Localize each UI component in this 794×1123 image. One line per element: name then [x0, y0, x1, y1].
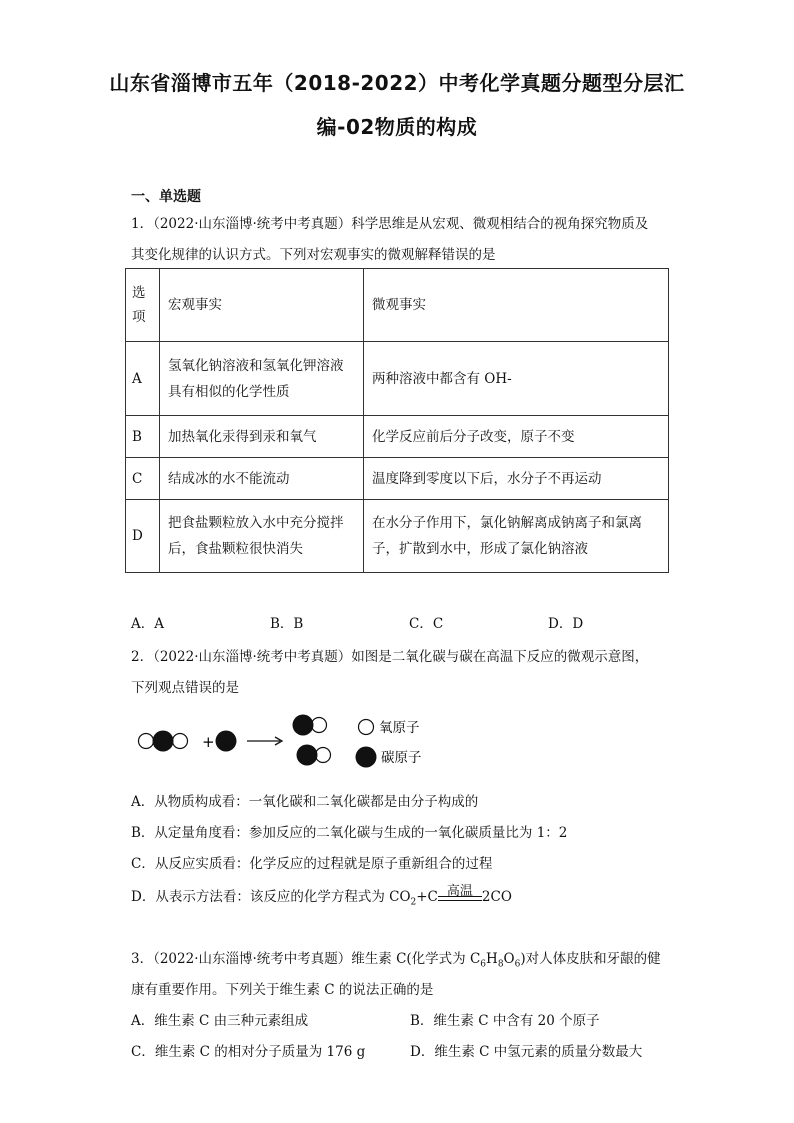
q3-text-a: 3．（2022·山东淄博·统考中考真题）维生素 C(化学式为 C — [131, 951, 481, 967]
q2-option-d[interactable] — [131, 885, 512, 908]
row-micro: 温度降到零度以下后，水分子不再运动 — [364, 458, 669, 500]
q3-option-a[interactable]: A．维生素 C 由三种元素组成 — [131, 1013, 309, 1029]
header-macro: 宏观事实 — [160, 269, 364, 342]
q3-text-c: O — [503, 951, 515, 967]
table-header-row — [126, 269, 669, 342]
row-option: B — [126, 416, 160, 458]
header-option: 选项 — [126, 269, 160, 342]
oxygen-legend-icon — [359, 720, 374, 735]
q3-text-b: H — [486, 951, 498, 967]
plus-sign: + — [202, 733, 215, 751]
carbon-legend-icon — [356, 747, 377, 768]
reaction-diagram — [130, 708, 450, 774]
co-molecule-icon — [293, 715, 327, 736]
q3-sub-2: 8 — [497, 959, 504, 970]
row-macro: 加热氧化汞得到汞和氧气 — [160, 416, 364, 458]
header-micro: 微观事实 — [364, 269, 669, 342]
table-row — [126, 500, 669, 573]
q1-table — [125, 268, 669, 573]
q3-stem-line-2: 康有重要作用。下列关于维生素 C 的说法正确的是 — [131, 982, 434, 998]
document-title-line-1: 山东省淄博市五年（2018-2022）中考化学真题分题型分层汇 — [109, 71, 685, 95]
q1-option-a[interactable]: A．A — [131, 616, 164, 632]
co-molecule-icon — [297, 745, 331, 766]
q2-stem-line-2: 下列观点错误的是 — [131, 680, 239, 696]
table-row — [126, 342, 669, 416]
q1-option-c[interactable]: C．C — [409, 616, 444, 632]
row-macro: 把食盐颗粒放入水中充分搅拌后，食盐颗粒很快消失 — [160, 500, 364, 573]
q2-option-b[interactable]: B．从定量角度看：参加反应的二氧化碳与生成的一氧化碳质量比为 1：2 — [131, 825, 568, 841]
option-d-mid: +C — [416, 889, 438, 905]
table-row — [126, 458, 669, 500]
oxygen-legend-label: 氧原子 — [379, 720, 420, 736]
row-micro: 在水分子作用下，氯化钠解离成钠离子和氯离子，扩散到水中，形成了氯化钠溶液 — [364, 500, 669, 573]
option-d-suffix: 2CO — [481, 889, 512, 905]
option-d-subscript: 2 — [410, 897, 417, 908]
row-option: C — [126, 458, 160, 500]
q3-sub-3: 6 — [514, 959, 521, 970]
q1-stem-line-1: 1．（2022·山东淄博·统考中考真题）科学思维是从宏观、微观相结合的视角探究物质及 — [131, 216, 649, 232]
q1-stem-line-2: 其变化规律的认识方式。下列对宏观事实的微观解释错误的是 — [131, 247, 496, 263]
option-d-prefix: D．从表示方法看：该反应的化学方程式为 CO — [131, 889, 411, 905]
document-title-line-2: 编-02物质的构成 — [316, 115, 478, 139]
row-option: A — [126, 342, 160, 416]
q3-stem-line-1 — [131, 947, 661, 970]
row-macro: 氢氧化钠溶液和氢氧化钾溶液具有相似的化学性质 — [160, 342, 364, 416]
table-row — [126, 416, 669, 458]
arrow-icon — [247, 737, 282, 745]
q1-option-d[interactable]: D．D — [548, 616, 584, 632]
q2-option-a[interactable]: A．从物质构成看：一氧化碳和二氧化碳都是由分子构成的 — [131, 794, 479, 810]
carbon-legend-label: 碳原子 — [381, 750, 422, 766]
row-micro: 化学反应前后分子改变，原子不变 — [364, 416, 669, 458]
q3-option-b[interactable]: B．维生素 C 中含有 20 个原子 — [410, 1013, 600, 1029]
q3-sub-1: 6 — [480, 959, 487, 970]
q2-stem-line-1: 2．（2022·山东淄博·统考中考真题）如图是二氧化碳与碳在高温下反应的微观示意图， — [131, 649, 649, 665]
condition-label: 高温 — [446, 884, 473, 899]
section-heading: 一、单选题 — [131, 189, 201, 205]
row-option: D — [126, 500, 160, 573]
co2-molecule-icon — [139, 731, 188, 752]
row-macro: 结成冰的水不能流动 — [160, 458, 364, 500]
reaction-condition — [438, 884, 482, 901]
q1-option-b[interactable]: B．B — [270, 616, 304, 632]
q2-option-c[interactable]: C．从反应实质看：化学反应的过程就是原子重新组合的过程 — [131, 856, 493, 872]
q3-option-d[interactable]: D．维生素 C 中氢元素的质量分数最大 — [410, 1044, 643, 1060]
row-micro: 两种溶液中都含有 OH- — [364, 342, 669, 416]
q3-text-d: )对人体皮肤和牙龈的健 — [520, 951, 661, 967]
carbon-atom-icon — [216, 731, 237, 752]
q3-option-c[interactable]: C．维生素 C 的相对分子质量为 176 g — [131, 1044, 366, 1060]
